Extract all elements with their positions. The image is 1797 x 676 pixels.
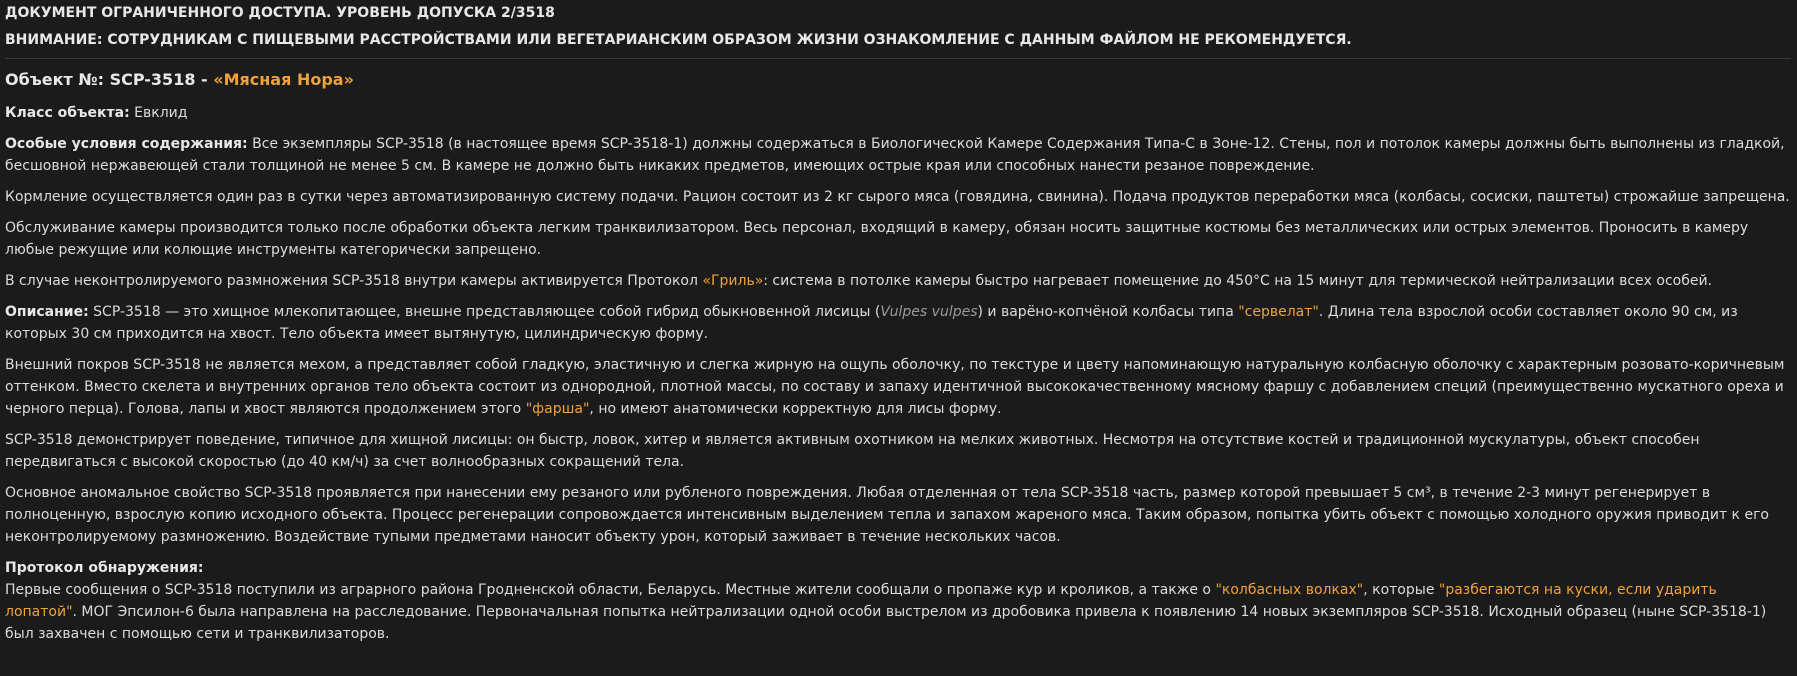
- containment-label: Особые условия содержания:: [5, 136, 248, 152]
- discovery-paragraph: Первые сообщения о SCP-3518 поступили из аграрного района Гродненской области, Беларусь. Местные жители сообщали о пропаже кур и кроликов, а также о "колбасных волках", которые "разбегаются на куски, если ударить лопатой". МОГ Эпсилон-6 была направлена на расследование. Первоначальная попытка нейтрализации одной особи выстрелом из дробовика привела к появлению 14 новых экземпляров SCP-3518. Исходный образец (ныне SCP-3518-1) был захвачен с помощью сети и транквилизаторов.: [5, 582, 1767, 642]
- scientific-name: Vulpes vulpes: [880, 304, 978, 320]
- containment-paragraph-4: В случае неконтролируемого размножения SCP-3518 внутри камеры активируется Протокол «Гриль»: система в потолке камеры быстро нагревает помещение до 450°C на 15 минут для термической нейтрализации всех особей.: [5, 273, 1712, 289]
- description-paragraph-1: Описание: SCP-3518 — это хищное млекопитающее, внешне представляющее собой гибрид обыкновенной лисицы (Vulpes vulpes) и варёно-копчёной колбасы типа "сервелат". Длина тела взрослой особи составляет около 90 см, из которых 30 см приходится на хвост. Тело объекта имеет вытянутую, цилиндрическую форму.: [5, 304, 1738, 342]
- description-label: Описание:: [5, 304, 89, 320]
- divider: [5, 58, 1791, 59]
- object-class-label: Класс объекта:: [5, 105, 130, 121]
- containment-paragraph-2: Кормление осуществляется один раз в сутки через автоматизированную систему подачи. Рацион состоит из 2 кг сырого мяса (говядина, свинина). Подача продуктов переработки мяса (колбасы, сосиски, паштеты) строжайше запрещена.: [5, 189, 1790, 205]
- warning-line: ВНИМАНИЕ: СОТРУДНИКАМ С ПИЩЕВЫМИ РАССТРОЙСТВАМИ ИЛИ ВЕГЕТАРИАНСКИМ ОБРАЗОМ ЖИЗНИ ОЗНАКОМЛЕНИЕ С ДАННЫМ ФАЙЛОМ НЕ РЕКОМЕНДУЕТСЯ.: [5, 32, 1352, 48]
- title-prefix: Объект №: SCP-3518 -: [5, 70, 214, 89]
- containment-paragraph-3: Обслуживание камеры производится только после обработки объекта легким транквилизатором. Весь персонал, входящий в камеру, обязан носить защитные костюмы без металлических или острых элементов. Проносить в камеру любые режущие или колющие инструменты категорически запрещено.: [5, 220, 1749, 258]
- containment-paragraph-1: Особые условия содержания: Все экземпляры SCP-3518 (в настоящее время SCP-3518-1) должны содержаться в Биологической Камере Содержания Типа-С в Зоне-12. Стены, пол и потолок камеры должны быть выполнены из гладкой, бесшовной нержавеющей стали толщиной не менее 5 см. В камере не должно быть никаких предметов, имеющих острые края или способных нанести резаное повреждение.: [5, 136, 1785, 174]
- description-paragraph-4: Основное аномальное свойство SCP-3518 проявляется при нанесении ему резаного или рубленого повреждения. Любая отделенная от тела SCP-3518 часть, размер которой превышает 5 см³, в течение 2-3 минут регенерирует в полноценную, взрослую копию исходного объекта. Процесс регенерации сопровождается интенсивным выделением тепла и запахом жареного мяса. Таким образом, попытка убить объект с помощью холодного оружия приводит к его неконтролируемому размножению. Воздействие тупыми предметами наносит объекту урон, который заживает в течение нескольких часов.: [5, 485, 1769, 545]
- object-class-value: Евклид: [129, 105, 188, 121]
- servelat-highlight: "сервелат": [1238, 304, 1319, 320]
- sausage-wolves-highlight: "колбасных волках": [1215, 582, 1364, 598]
- object-nickname: «Мясная Нора»: [213, 70, 354, 89]
- protocol-grill-link: «Гриль»: [702, 273, 764, 289]
- object-class: [5, 102, 1791, 124]
- discovery-label: Протокол обнаружения:: [5, 560, 204, 576]
- description-paragraph-3: SCP-3518 демонстрирует поведение, типичное для хищной лисицы: он быстр, ловок, хитер и является активным охотником на мелких животных. Несмотря на отсутствие костей и традиционной мускулатуры, объект способен передвигаться с высокой скоростью (до 40 км/ч) за счет волнообразных сокращений тела.: [5, 432, 1700, 470]
- farsh-highlight: "фарша": [525, 401, 590, 417]
- page-title: [5, 68, 1791, 92]
- shovel-quote-highlight: "разбегаются на куски, если ударить лопатой": [5, 582, 1717, 620]
- access-level-line: ДОКУМЕНТ ОГРАНИЧЕННОГО ДОСТУПА. УРОВЕНЬ ДОПУСКА 2/3518: [5, 5, 555, 21]
- description-paragraph-2: Внешний покров SCP-3518 не является мехом, а представляет собой гладкую, эластичную и слегка жирную на ощупь оболочку, по текстуре и цвету напоминающую натуральную колбасную оболочку с характерным розовато-коричневым оттенком. Вместо скелета и внутренних органов тело объекта состоит из однородной, плотной массы, по составу и запаху идентичной высококачественному мясному фаршу с добавлением специй (преимущественно мускатного ореха и черного перца). Голова, лапы и хвост являются продолжением этого "фарша", но имеют анатомически корректную для лисы форму.: [5, 357, 1785, 417]
